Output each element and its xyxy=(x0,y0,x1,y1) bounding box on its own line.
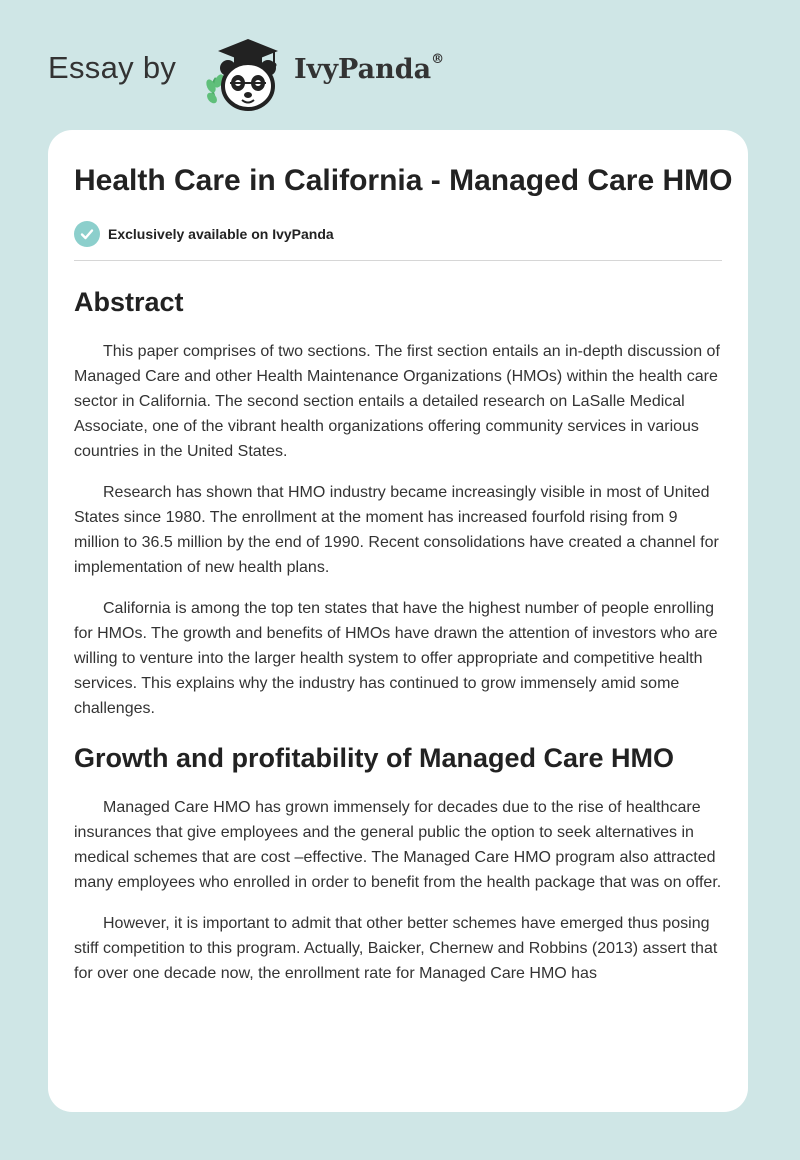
paragraph: California is among the top ten states that have the highest number of people enrolling for HMOs. The growth and benefits of HMOs have drawn the attention of investors who are willing to venture into the larger health system to offer appropriate and competitive health services. This explains why the industry has continued to grow immensely amid some challenges. xyxy=(74,600,718,717)
paragraph: Research has shown that HMO industry became increasingly visible in most of United States since 1980. The enrollment at the moment has increased fourfold rising from 9 million to 36.5 million by the end of 1990. Recent consolidations have created a channel for implementation of new health plans. xyxy=(74,484,719,576)
panda-graduate-icon[interactable] xyxy=(200,34,292,114)
section-heading-abstract: Abstract xyxy=(74,287,184,317)
checkmark-icon xyxy=(74,221,100,247)
exclusive-badge-label: Exclusively available on IvyPanda xyxy=(108,226,334,242)
essay-card xyxy=(48,130,748,1112)
brand-name-text: IvyPanda xyxy=(294,54,432,85)
site-header xyxy=(48,30,548,110)
registered-mark: ® xyxy=(431,52,445,67)
paragraph: However, it is important to admit that other better schemes have emerged thus posing stiff competition to this program. Actually, Baicker, Chernew and Robbins (2013) assert that for over one decade now, the enrollment rate for Managed Care HMO has xyxy=(74,915,718,982)
paragraph: Managed Care HMO has grown immensely for decades due to the rise of healthcare insurances that give employees and the general public the option to seek alternatives in medical schemes that are cost –effective. The Managed Care HMO program also attracted many employees who enrolled in order to benefit from the health package that was on offer. xyxy=(74,799,722,891)
exclusive-badge xyxy=(74,220,722,248)
section-heading-growth: Growth and profitability of Managed Care HMO xyxy=(74,743,675,773)
page-title: Health Care in California - Managed Care HMO xyxy=(74,164,733,197)
divider xyxy=(74,260,722,261)
paragraph: This paper comprises of two sections. The first section entails an in-depth discussion of Managed Care and other Health Maintenance Organizations (HMOs) within the health care sector in California. The second section entails a detailed research on LaSalle Medical Associate, one of the vibrant health organizations offering community services in various countries in the United States. xyxy=(74,343,720,460)
brand-name[interactable] xyxy=(294,54,444,85)
essay-by-label: Essay by xyxy=(48,50,177,85)
